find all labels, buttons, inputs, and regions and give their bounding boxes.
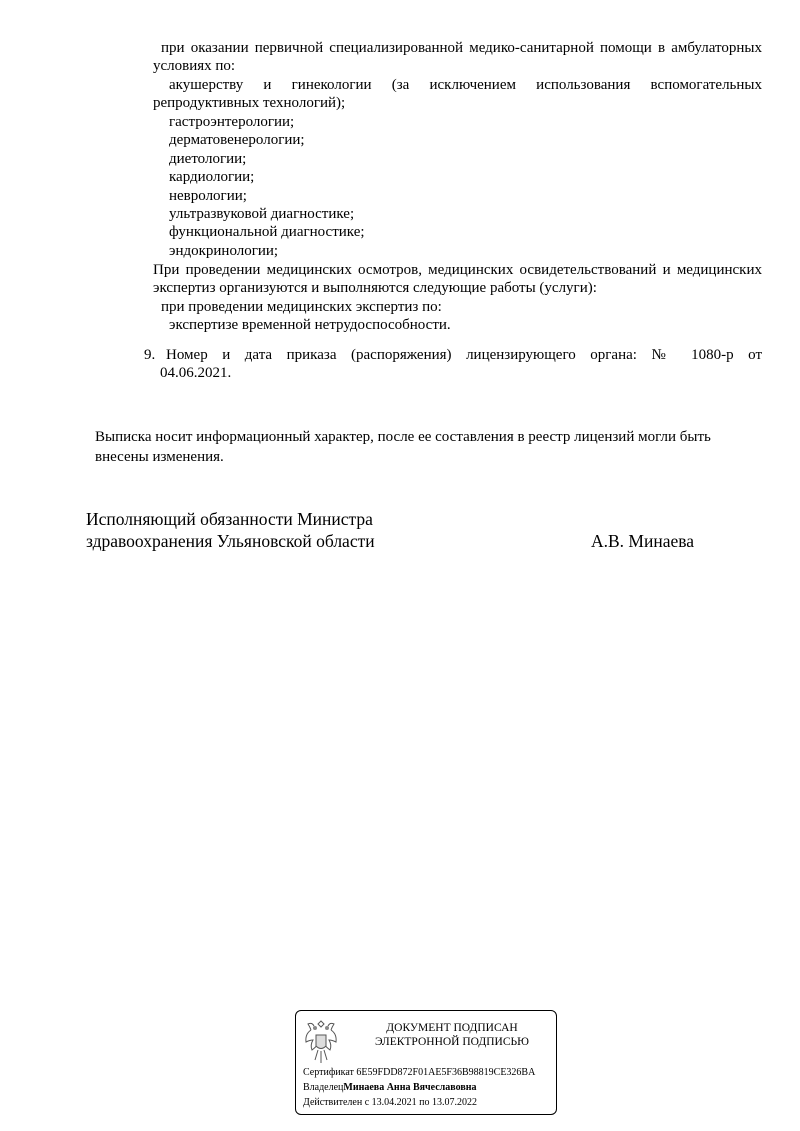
- signer-name: А.В. Минаева: [591, 531, 695, 551]
- order-item-date: 04.06.2021.: [160, 365, 232, 382]
- stamp-validity: Действителен с 13.04.2021 по 13.07.2022: [303, 1097, 477, 1108]
- signer-position-line1: Исполняющий обязанности Министра: [86, 509, 373, 529]
- coat-of-arms-icon: [302, 1017, 340, 1067]
- stamp-certificate: [303, 1067, 535, 1079]
- stamp-owner: [303, 1082, 477, 1094]
- order-item-number: 9.: [144, 347, 156, 363]
- stamp-title-line1: ДОКУМЕНТ ПОДПИСАН: [386, 1022, 518, 1034]
- service-item: функциональной диагностике;: [169, 224, 365, 241]
- owner-value: Минаева Анна Вячеславовна: [343, 1082, 477, 1093]
- service-item-obstetrics: акушерству и гинекологии (за исключением использования вспомогательных репродуктивных технологий);: [153, 77, 762, 112]
- order-item: [144, 346, 762, 382]
- ambulatory-intro: при оказании первичной специализированной медико-санитарной помощи в амбулаторных условиях по:: [153, 40, 762, 75]
- signer-position-line2: здравоохранения Ульяновской области: [86, 531, 375, 551]
- certificate-value: 6E59FDD872F01AE5F36B98819CE326BA: [356, 1067, 536, 1078]
- service-item: кардиологии;: [169, 169, 255, 186]
- e-signature-stamp: [295, 1010, 557, 1115]
- extract-note: Выписка носит информационный характер, после ее составления в реестр лицензий могли быть внесены изменения.: [95, 429, 711, 465]
- order-item-text: Номер и дата приказа (распоряжения) лицензирующего органа: № 1080-р от: [166, 347, 762, 363]
- service-item: эндокринологии;: [169, 242, 279, 259]
- owner-label: Владелец: [303, 1082, 344, 1093]
- services-list: [153, 113, 762, 260]
- service-item: неврологии;: [169, 187, 247, 204]
- service-item: диетологии;: [169, 150, 247, 167]
- service-item: дерматовенерологии;: [169, 132, 305, 149]
- stamp-title-line2: ЭЛЕКТРОННОЙ ПОДПИСЬЮ: [375, 1036, 529, 1048]
- stamp-title: [352, 1021, 552, 1049]
- expertise-item: экспертизе временной нетрудоспособности.: [169, 317, 451, 334]
- service-item: гастроэнтерологии;: [169, 114, 295, 130]
- expertise-intro: при проведении медицинских экспертиз по:: [161, 299, 442, 315]
- exams-intro: При проведении медицинских осмотров, медицинских освидетельствований и медицинских экспертиз организуются и выполняются следующие работы (услуги):: [153, 262, 762, 297]
- certificate-label: Сертификат: [303, 1067, 354, 1078]
- service-item: ультразвуковой диагностике;: [169, 206, 355, 223]
- expertise-block: [153, 298, 762, 335]
